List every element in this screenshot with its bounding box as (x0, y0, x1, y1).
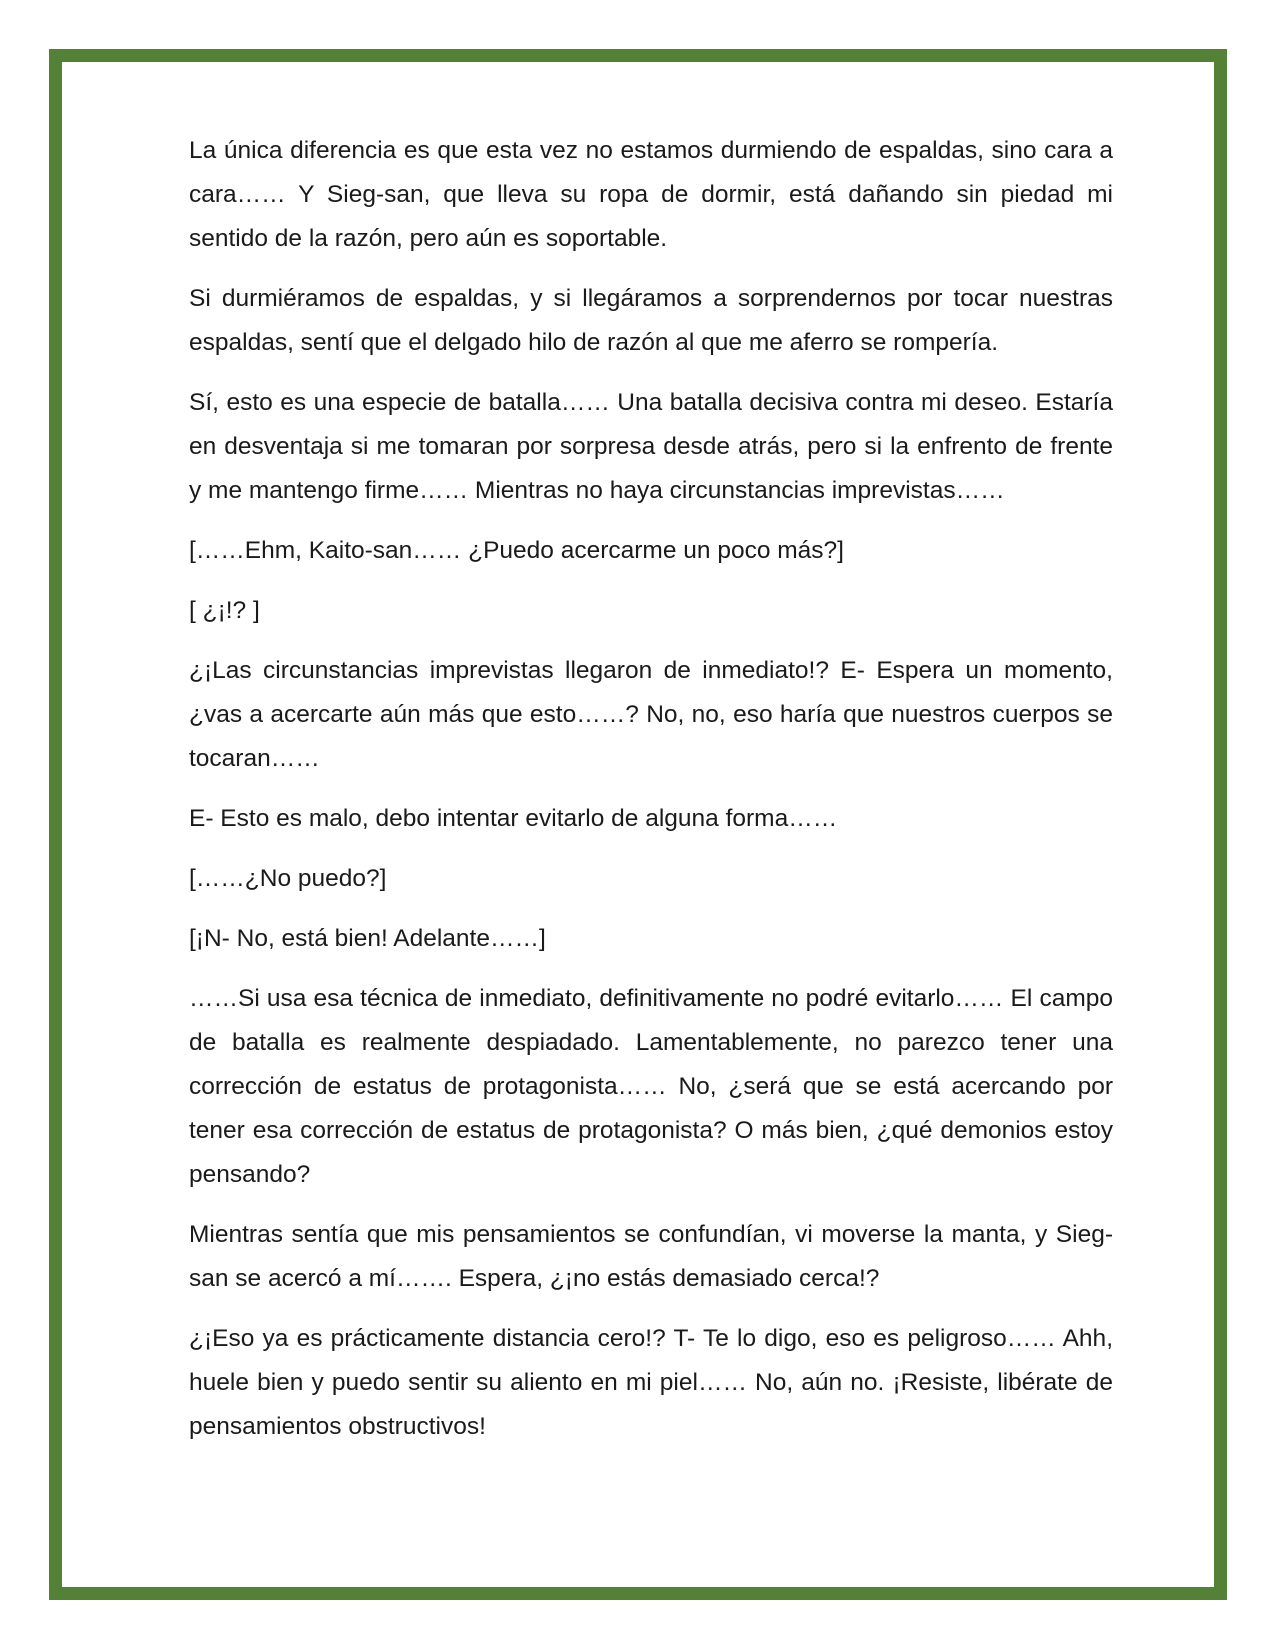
paragraph: Mientras sentía que mis pensamientos se confundían, vi moverse la manta, y Sieg-san se acercó a mí……. Espera, ¿¡no estás demasiado cerca!? (189, 1221, 1113, 1292)
paragraph: Sí, esto es una especie de batalla…… Una batalla decisiva contra mi deseo. Estaría en desventaja si me tomaran por sorpresa desde atrás, pero si la enfrento de frente y me mantengo firme…… Mientras no haya circunstancias imprevistas…… (189, 389, 1113, 504)
dialogue-line: [……¿No puedo?] (189, 865, 387, 892)
document-body (189, 129, 1113, 1465)
paragraph: ……Si usa esa técnica de inmediato, definitivamente no podré evitarlo…… El campo de batalla es realmente despiadado. Lamentablemente, no parezco tener una corrección de estatus de protagonista…… No, ¿será que se está acercando por tener esa corrección de estatus de protagonista? O más bien, ¿qué demonios estoy pensando? (189, 985, 1113, 1188)
page-border (49, 49, 1227, 1600)
paragraph: Si durmiéramos de espaldas, y si llegáramos a sorprendernos por tocar nuestras espaldas, sentí que el delgado hilo de razón al que me aferro se rompería. (189, 285, 1113, 356)
dialogue-line: [¡N- No, está bien! Adelante……] (189, 925, 546, 952)
paragraph: ¿¡Eso ya es prácticamente distancia cero!? T- Te lo digo, eso es peligroso…… Ahh, huele bien y puedo sentir su aliento en mi piel…… No, aún no. ¡Resiste, libérate de pensamientos obstructivos! (189, 1325, 1113, 1440)
dialogue-line: [ ¿¡!? ] (189, 597, 260, 624)
paragraph: La única diferencia es que esta vez no estamos durmiendo de espaldas, sino cara a cara…… Y Sieg-san, que lleva su ropa de dormir, está dañando sin piedad mi sentido de la razón, pero aún es soportable. (189, 137, 1113, 252)
dialogue-line: [……Ehm, Kaito-san…… ¿Puedo acercarme un poco más?] (189, 537, 844, 564)
paragraph: ¿¡Las circunstancias imprevistas llegaron de inmediato!? E- Espera un momento, ¿vas a acercarte aún más que esto……? No, no, eso haría que nuestros cuerpos se tocaran…… (189, 657, 1113, 772)
paragraph: E- Esto es malo, debo intentar evitarlo de alguna forma…… (189, 805, 838, 832)
